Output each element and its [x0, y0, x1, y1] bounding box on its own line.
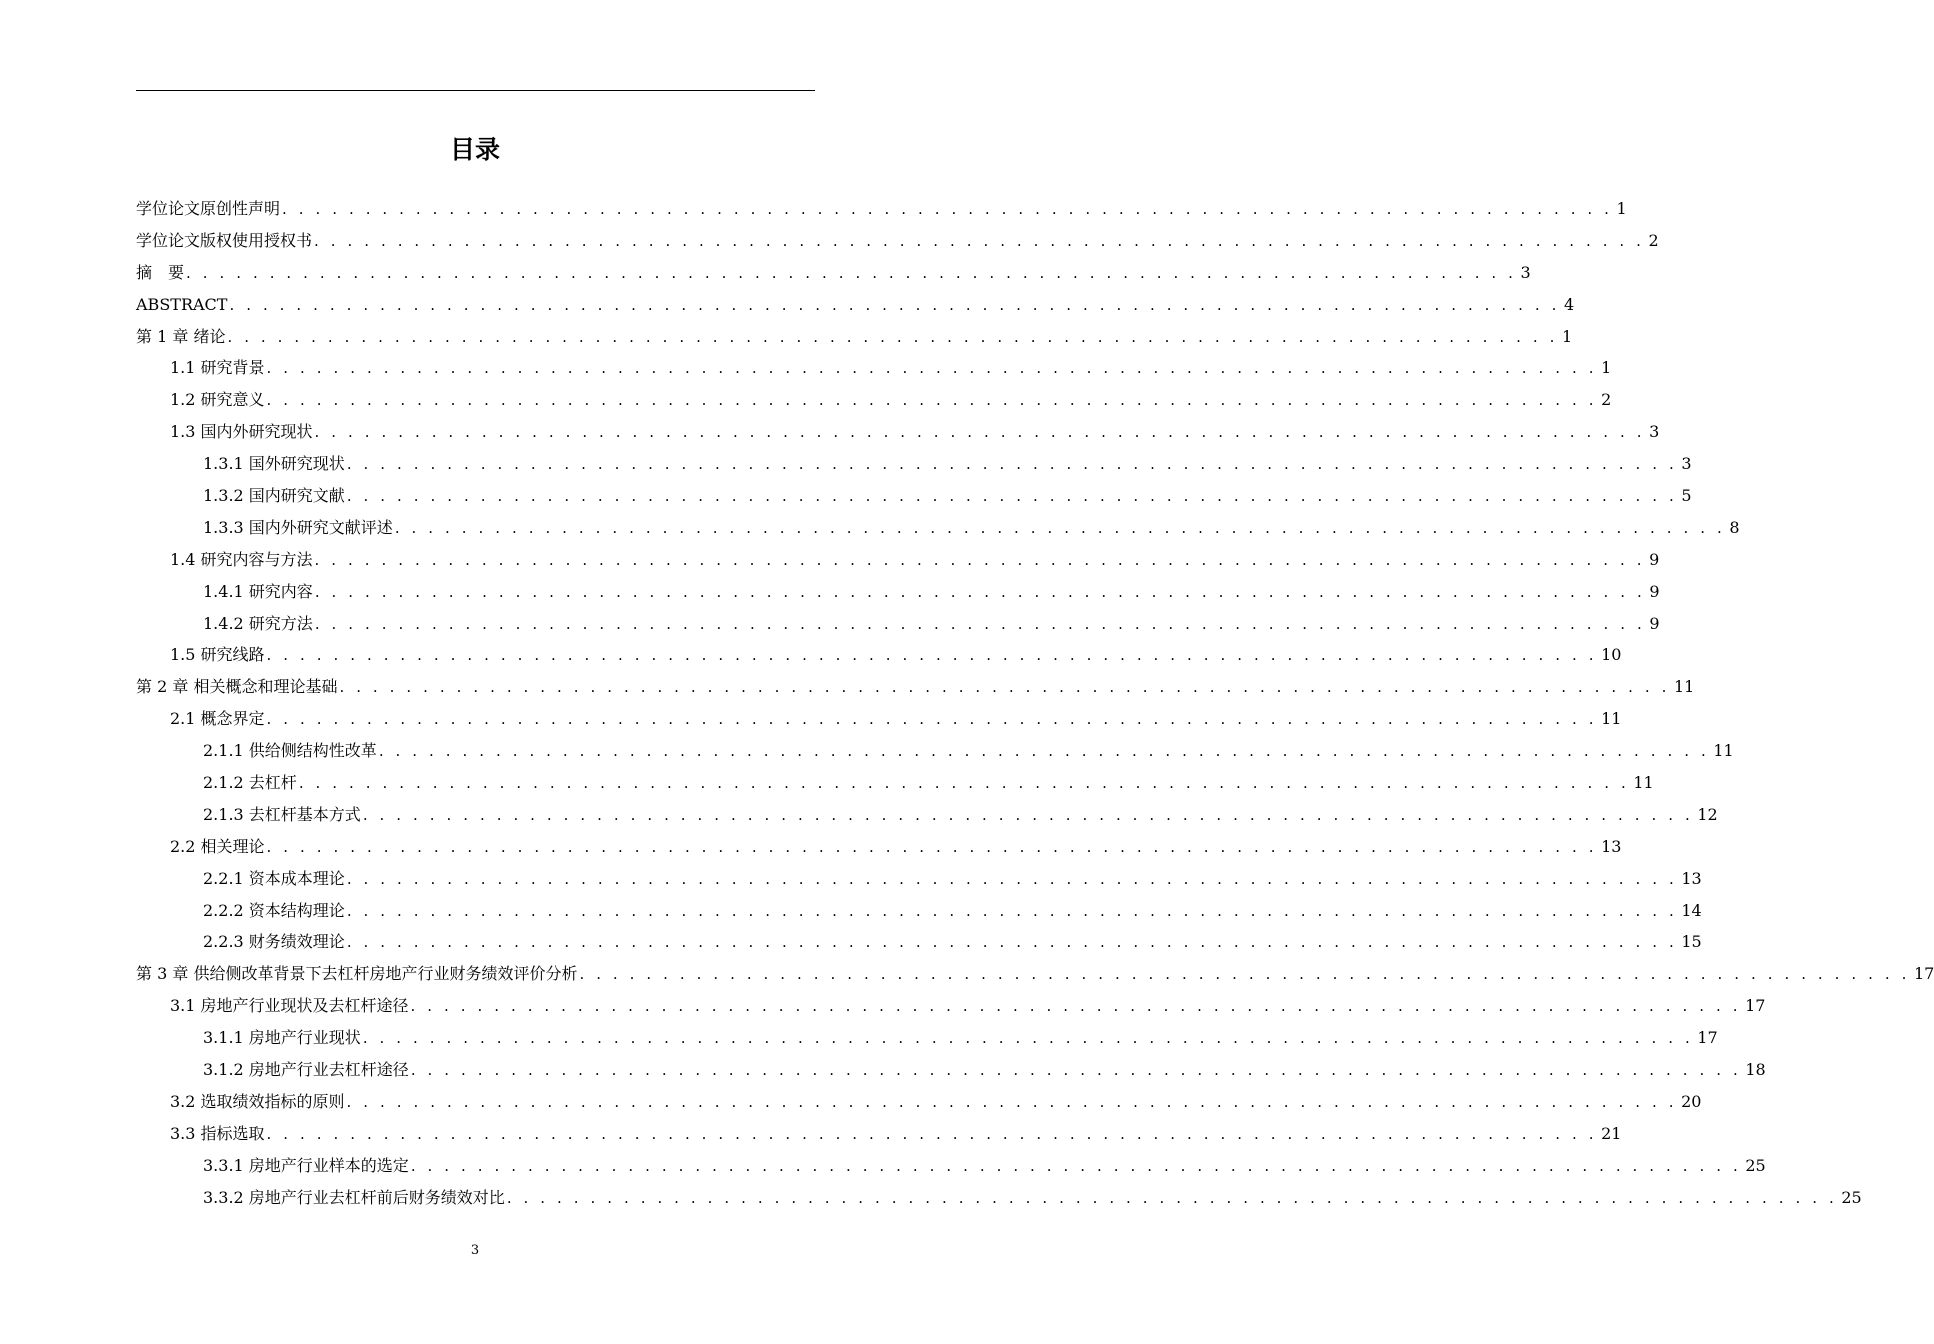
toc-entry[interactable] — [136, 321, 1573, 353]
toc-entry-title: 2.1.1 供给侧结构性改革 — [203, 741, 377, 761]
toc-entry[interactable] — [136, 703, 1622, 735]
toc-entry-title: 2.2.3 财务绩效理论 — [203, 932, 345, 952]
toc-entry[interactable] — [136, 544, 1660, 576]
toc-entry-title: 3.3 指标选取 — [170, 1123, 265, 1143]
toc-dot-leader: . . . . . . . . . . . . . . . . . . . . . . . . . . . . . . . . . . . . . . . . . . . . . . . . . . . . . . . . . . . . . . . . . . . . . . . . . . . . . . . . — [282, 200, 1613, 218]
toc-entry-title: 3.3.1 房地产行业样本的选定 — [203, 1155, 409, 1175]
toc-dot-leader: . . . . . . . . . . . . . . . . . . . . . . . . . . . . . . . . . . . . . . . . . . . . . . . . . . . . . . . . . . . . . . . . . . . . . . . . . . . . . . . . — [298, 774, 1630, 793]
toc-entry-page: 21 — [1601, 1123, 1622, 1143]
toc-entry[interactable] — [136, 671, 1695, 703]
toc-dot-leader: . . . . . . . . . . . . . . . . . . . . . . . . . . . . . . . . . . . . . . . . . . . . . . . . . . . . . . . . . . . . . . . . . . . . . . . . . . . . . . . . — [229, 295, 1560, 314]
toc-entry[interactable] — [136, 831, 1622, 863]
toc-dot-leader: . . . . . . . . . . . . . . . . . . . . . . . . . . . . . . . . . . . . . . . . . . . . . . . . . . . . . . . . . . . . . . . . . . . . . . . . . . . . . . . . — [314, 550, 1646, 569]
toc-entry-page: 10 — [1601, 645, 1622, 665]
toc-entry[interactable] — [136, 1150, 1766, 1182]
toc-entry[interactable] — [136, 576, 1660, 608]
toc-entry-page: 13 — [1681, 868, 1702, 888]
toc-entry-page: 5 — [1681, 486, 1692, 506]
toc-dot-leader: . . . . . . . . . . . . . . . . . . . . . . . . . . . . . . . . . . . . . . . . . . . . . . . . . . . . . . . . . . . . . . . . . . . . . . . . . . . . . . . . — [346, 869, 1678, 888]
toc-entry-title: 2.1.2 去杠杆 — [203, 773, 297, 793]
toc-dot-leader: . . . . . . . . . . . . . . . . . . . . . . . . . . . . . . . . . . . . . . . . . . . . . . . . . . . . . . . . . . . . . . . . . . . . . . . . . . . . . . . . — [227, 327, 1558, 346]
toc-dot-leader: . . . . . . . . . . . . . . . . . . . . . . . . . . . . . . . . . . . . . . . . . . . . . . . . . . . . . . . . . . . . . . . . . . . . . . . . . . . . . . . . — [362, 805, 1694, 824]
toc-entry-page: 3 — [1520, 262, 1531, 282]
toc-dot-leader: . . . . . . . . . . . . . . . . . . . . . . . . . . . . . . . . . . . . . . . . . . . . . . . . . . . . . . . . . . . . . . . . . . . . . . . . . . . . . . . . — [266, 837, 1598, 856]
toc-entry-title: 2.2 相关理论 — [170, 836, 265, 856]
toc-entry-page: 11 — [1713, 741, 1734, 761]
toc-entry-title: 3.1.1 房地产行业现状 — [203, 1028, 361, 1048]
toc-entry[interactable] — [136, 608, 1660, 640]
toc-entry-page: 17 — [1913, 964, 1934, 984]
toc-dot-leader: . . . . . . . . . . . . . . . . . . . . . . . . . . . . . . . . . . . . . . . . . . . . . . . . . . . . . . . . . . . . . . . . . . . . . . . . . . . . . . . . — [339, 678, 1670, 697]
toc-dot-leader: . . . . . . . . . . . . . . . . . . . . . . . . . . . . . . . . . . . . . . . . . . . . . . . . . . . . . . . . . . . . . . . . . . . . . . . . . . . . . . . . — [346, 487, 1678, 506]
toc-dot-leader: . . . . . . . . . . . . . . . . . . . . . . . . . . . . . . . . . . . . . . . . . . . . . . . . . . . . . . . . . . . . . . . . . . . . . . . . . . . . . . . . — [346, 901, 1678, 920]
toc-entry-page: 15 — [1681, 932, 1702, 952]
toc-entry-page: 4 — [1564, 294, 1575, 314]
toc-entry-title: 3.2 选取绩效指标的原则 — [170, 1091, 345, 1111]
toc-entry-page: 20 — [1681, 1091, 1702, 1111]
toc-entry-page: 3 — [1681, 454, 1692, 474]
toc-entry-page: 18 — [1745, 1060, 1766, 1080]
toc-entry-title: 1.3.2 国内研究文献 — [203, 486, 345, 506]
toc-entry-page: 3 — [1649, 422, 1660, 442]
toc-entry-title: 第 3 章 供给侧改革背景下去杠杆房地产行业财务绩效评价分析 — [136, 964, 578, 984]
toc-entry[interactable] — [136, 767, 1654, 799]
toc-entry[interactable] — [136, 735, 1734, 767]
toc-entry-title: 1.3.3 国内外研究文献评述 — [203, 517, 393, 537]
toc-dot-leader: . . . . . . . . . . . . . . . . . . . . . . . . . . . . . . . . . . . . . . . . . . . . . . . . . . . . . . . . . . . . . . . . . . . . . . . . . . . . . . . . — [314, 582, 1646, 601]
toc-dot-leader: . . . . . . . . . . . . . . . . . . . . . . . . . . . . . . . . . . . . . . . . . . . . . . . . . . . . . . . . . . . . . . . . . . . . . . . . . . . . . . . . — [410, 997, 1742, 1016]
toc-entry-title: 学位论文原创性声明 — [136, 199, 281, 218]
toc-entry-title: 摘 要 — [136, 262, 185, 282]
toc-entry[interactable] — [136, 448, 1692, 480]
toc-dot-leader: . . . . . . . . . . . . . . . . . . . . . . . . . . . . . . . . . . . . . . . . . . . . . . . . . . . . . . . . . . . . . . . . . . . . . . . . . . . . . . . . — [186, 263, 1517, 282]
toc-dot-leader: . . . . . . . . . . . . . . . . . . . . . . . . . . . . . . . . . . . . . . . . . . . . . . . . . . . . . . . . . . . . . . . . . . . . . . . . . . . . . . . . — [410, 1061, 1742, 1080]
toc-entry[interactable] — [136, 1022, 1718, 1054]
toc-dot-leader: . . . . . . . . . . . . . . . . . . . . . . . . . . . . . . . . . . . . . . . . . . . . . . . . . . . . . . . . . . . . . . . . . . . . . . . . . . . . . . . . — [362, 1029, 1694, 1048]
toc-dot-leader: . . . . . . . . . . . . . . . . . . . . . . . . . . . . . . . . . . . . . . . . . . . . . . . . . . . . . . . . . . . . . . . . . . . . . . . . . . . . . . . . — [410, 1156, 1742, 1175]
toc-entry-title: 学位论文版权使用授权书 — [136, 230, 313, 250]
toc-entry[interactable] — [136, 863, 1702, 895]
toc-entry-page: 13 — [1601, 836, 1622, 856]
toc-entry-page: 2 — [1648, 230, 1659, 250]
toc-entry-title: 3.1.2 房地产行业去杠杆途径 — [203, 1060, 409, 1080]
toc-entry[interactable] — [136, 990, 1766, 1022]
toc-entry-title: 1.3.1 国外研究现状 — [203, 454, 345, 474]
toc-entry-page: 17 — [1697, 1028, 1718, 1048]
toc-entry-title: 2.1.3 去杠杆基本方式 — [203, 804, 361, 824]
toc-entry-page: 12 — [1697, 804, 1718, 824]
toc-dot-leader: . . . . . . . . . . . . . . . . . . . . . . . . . . . . . . . . . . . . . . . . . . . . . . . . . . . . . . . . . . . . . . . . . . . . . . . . . . . . . . . . — [314, 614, 1646, 633]
toc-entry-page: 17 — [1745, 996, 1766, 1016]
toc-entry-title: 3.3.2 房地产行业去杠杆前后财务绩效对比 — [203, 1187, 505, 1207]
toc-dot-leader: . . . . . . . . . . . . . . . . . . . . . . . . . . . . . . . . . . . . . . . . . . . . . . . . . . . . . . . . . . . . . . . . . . . . . . . . . . . . . . . . — [266, 391, 1598, 410]
toc-entry[interactable] — [136, 384, 1612, 416]
toc-entry-page: 9 — [1649, 549, 1660, 569]
toc-entry-page: 1 — [1561, 326, 1573, 346]
toc-dot-leader: . . . . . . . . . . . . . . . . . . . . . . . . . . . . . . . . . . . . . . . . . . . . . . . . . . . . . . . . . . . . . . . . . . . . . . . . . . . . . . . . — [314, 231, 1645, 250]
toc-dot-leader: . . . . . . . . . . . . . . . . . . . . . . . . . . . . . . . . . . . . . . . . . . . . . . . . . . . . . . . . . . . . . . . . . . . . . . . . . . . . . . . . — [346, 1092, 1678, 1111]
toc-dot-leader: . . . . . . . . . . . . . . . . . . . . . . . . . . . . . . . . . . . . . . . . . . . . . . . . . . . . . . . . . . . . . . . . . . . . . . . . . . . . . . . . — [266, 1124, 1598, 1143]
toc-dot-leader: . . . . . . . . . . . . . . . . . . . . . . . . . . . . . . . . . . . . . . . . . . . . . . . . . . . . . . . . . . . . . . . . . . . . . . . . . . . . . . . . — [266, 646, 1598, 665]
table-of-contents — [136, 193, 1934, 1214]
toc-title: 目录 — [449, 135, 500, 164]
toc-entry[interactable] — [136, 480, 1692, 512]
toc-entry-page: 2 — [1601, 390, 1612, 410]
toc-entry[interactable] — [136, 799, 1718, 831]
toc-entry[interactable] — [136, 193, 1627, 225]
toc-entry-title: 1.3 国内外研究现状 — [170, 422, 313, 442]
toc-dot-leader: . . . . . . . . . . . . . . . . . . . . . . . . . . . . . . . . . . . . . . . . . . . . . . . . . . . . . . . . . . . . . . . . . . . . . . . . . . . . . . . . — [579, 965, 1910, 984]
toc-entry-title: 1.4 研究内容与方法 — [170, 549, 313, 569]
toc-entry[interactable] — [136, 1054, 1766, 1086]
toc-entry-title: 1.1 研究背景 — [170, 358, 265, 378]
toc-entry-page: 8 — [1729, 517, 1740, 537]
page-number: 3 — [470, 1243, 480, 1258]
toc-entry[interactable] — [136, 257, 1531, 289]
toc-entry-title: 2.1 概念界定 — [170, 709, 265, 729]
toc-entry-page: 11 — [1633, 773, 1654, 793]
toc-entry[interactable] — [136, 512, 1740, 544]
toc-dot-leader: . . . . . . . . . . . . . . . . . . . . . . . . . . . . . . . . . . . . . . . . . . . . . . . . . . . . . . . . . . . . . . . . . . . . . . . . . . . . . . . . — [266, 710, 1598, 729]
toc-entry[interactable] — [136, 225, 1659, 257]
toc-dot-leader: . . . . . . . . . . . . . . . . . . . . . . . . . . . . . . . . . . . . . . . . . . . . . . . . . . . . . . . . . . . . . . . . . . . . . . . . . . . . . . . . — [314, 423, 1646, 442]
toc-entry-title: 2.2.2 资本结构理论 — [203, 900, 345, 920]
toc-entry-page: 9 — [1649, 581, 1660, 601]
toc-entry-title: 第 2 章 相关概念和理论基础 — [136, 677, 338, 697]
toc-entry-page: 25 — [1841, 1187, 1862, 1207]
toc-dot-leader: . . . . . . . . . . . . . . . . . . . . . . . . . . . . . . . . . . . . . . . . . . . . . . . . . . . . . . . . . . . . . . . . . . . . . . . . . . . . . . . . — [346, 455, 1678, 474]
toc-entry[interactable] — [136, 352, 1612, 384]
toc-entry-title: 第 1 章 绪论 — [136, 326, 226, 346]
header-rule — [136, 90, 815, 91]
toc-entry-page: 1 — [1616, 199, 1627, 218]
toc-entry-title: 1.2 研究意义 — [170, 390, 265, 410]
toc-entry-page: 9 — [1649, 613, 1660, 633]
toc-entry-title: 3.1 房地产行业现状及去杠杆途径 — [170, 996, 409, 1016]
toc-entry[interactable] — [136, 895, 1702, 927]
toc-entry-page: 25 — [1745, 1155, 1766, 1175]
toc-entry-page: 1 — [1601, 358, 1612, 378]
toc-entry-title: 1.5 研究线路 — [170, 645, 265, 665]
toc-entry[interactable] — [136, 958, 1934, 990]
toc-dot-leader: . . . . . . . . . . . . . . . . . . . . . . . . . . . . . . . . . . . . . . . . . . . . . . . . . . . . . . . . . . . . . . . . . . . . . . . . . . . . . . . . — [394, 518, 1726, 537]
toc-dot-leader: . . . . . . . . . . . . . . . . . . . . . . . . . . . . . . . . . . . . . . . . . . . . . . . . . . . . . . . . . . . . . . . . . . . . . . . . . . . . . . . . — [266, 359, 1598, 378]
toc-entry[interactable] — [136, 289, 1575, 321]
toc-entry[interactable] — [136, 416, 1660, 448]
toc-entry[interactable] — [136, 926, 1702, 958]
toc-entry-title: 1.4.2 研究方法 — [203, 613, 313, 633]
toc-dot-leader: . . . . . . . . . . . . . . . . . . . . . . . . . . . . . . . . . . . . . . . . . . . . . . . . . . . . . . . . . . . . . . . . . . . . . . . . . . . . . . . . — [506, 1188, 1838, 1207]
toc-entry[interactable] — [136, 1086, 1702, 1118]
toc-entry[interactable] — [136, 1182, 1862, 1214]
toc-dot-leader: . . . . . . . . . . . . . . . . . . . . . . . . . . . . . . . . . . . . . . . . . . . . . . . . . . . . . . . . . . . . . . . . . . . . . . . . . . . . . . . . — [378, 742, 1710, 761]
toc-entry[interactable] — [136, 1118, 1622, 1150]
toc-entry-title: 1.4.1 研究内容 — [203, 581, 313, 601]
toc-entry-page: 11 — [1601, 709, 1622, 729]
toc-entry-title: 2.2.1 资本成本理论 — [203, 868, 345, 888]
toc-entry-page: 11 — [1673, 677, 1695, 697]
toc-entry-page: 14 — [1681, 900, 1702, 920]
toc-entry-title: ABSTRACT — [136, 294, 228, 314]
toc-entry[interactable] — [136, 639, 1622, 671]
toc-dot-leader: . . . . . . . . . . . . . . . . . . . . . . . . . . . . . . . . . . . . . . . . . . . . . . . . . . . . . . . . . . . . . . . . . . . . . . . . . . . . . . . . — [346, 933, 1678, 952]
